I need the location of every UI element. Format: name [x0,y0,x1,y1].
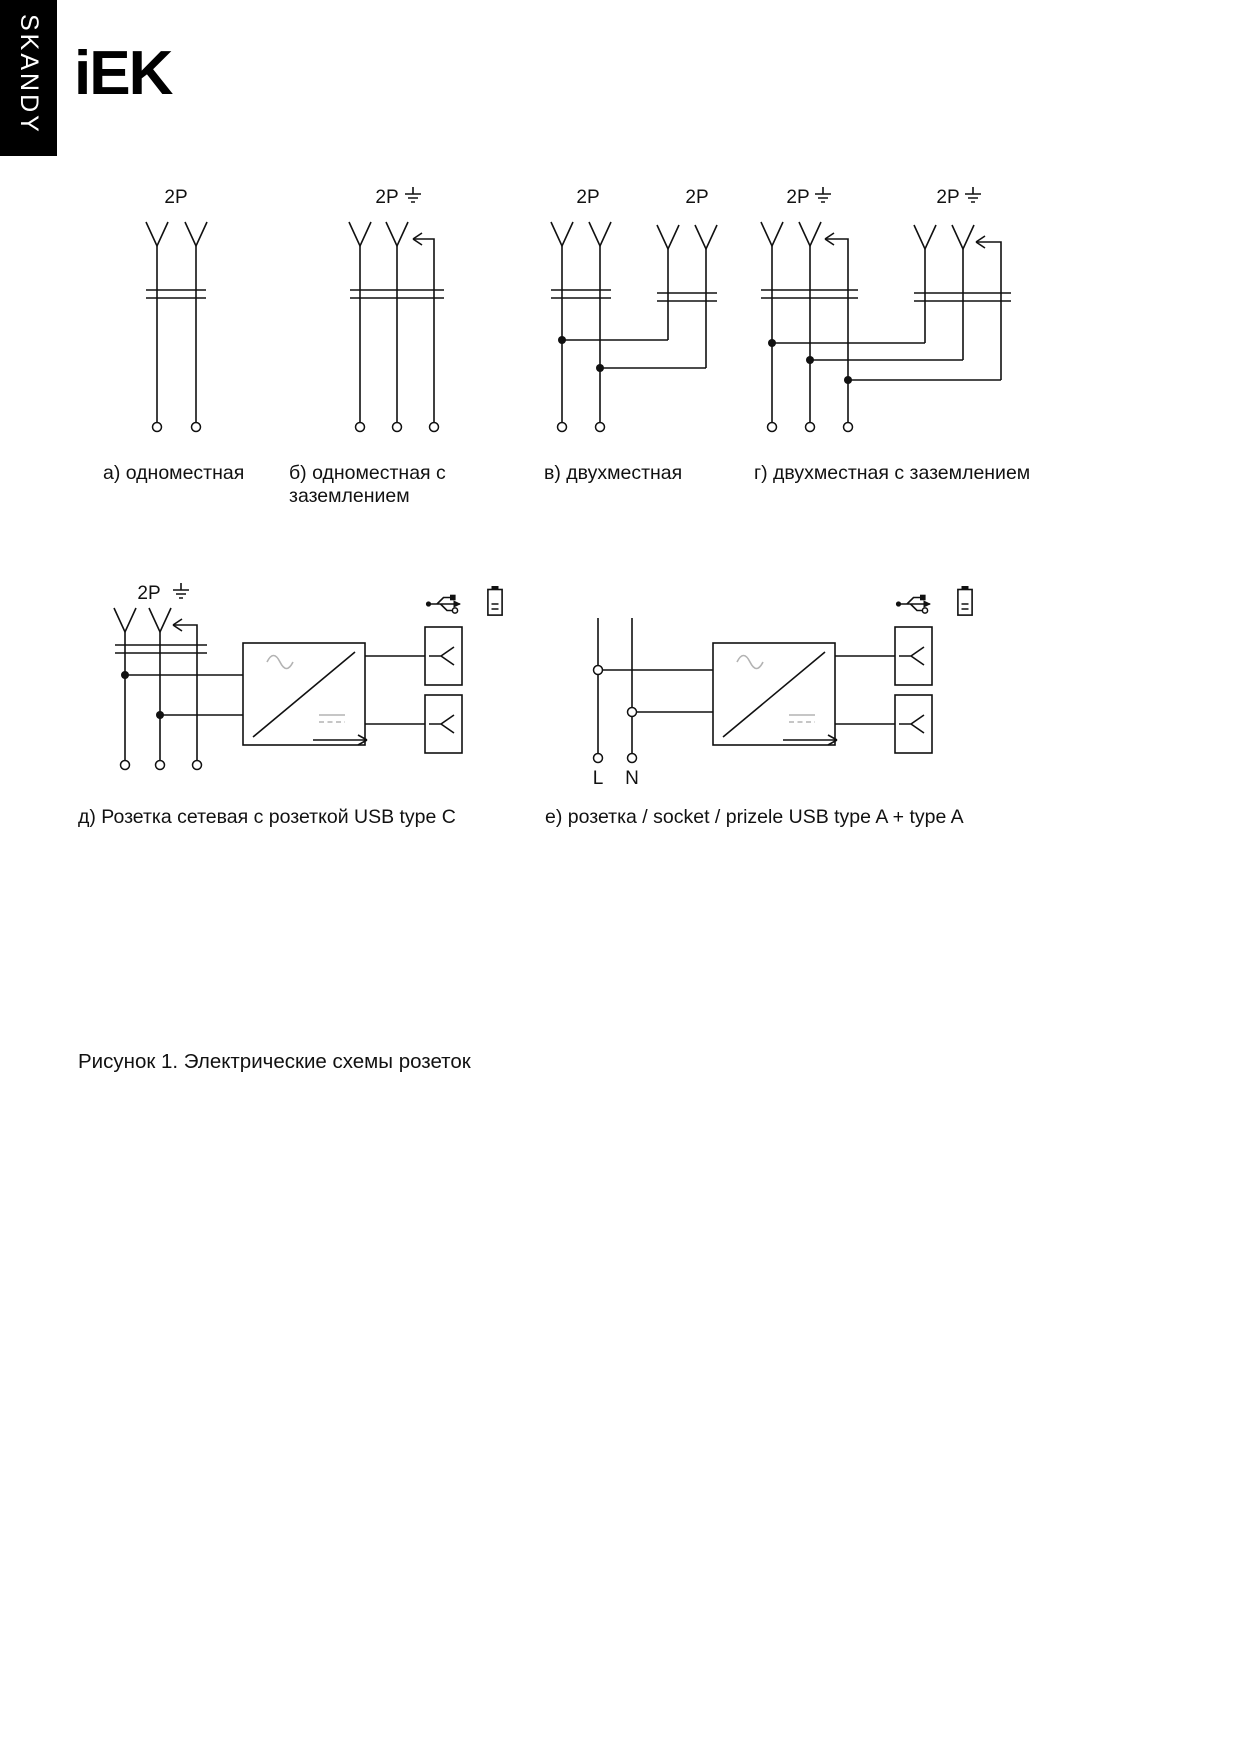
terminal-icon [121,761,130,770]
usb-outlet-box [895,695,932,753]
pole-wires [668,249,706,368]
contact-fork-icon [799,222,821,246]
earth-wire [413,239,434,423]
junction-dot-icon [768,339,776,347]
terminal-icon [153,423,162,432]
pole-wires [925,249,963,360]
diagram-e-label: е) розетка / socket / prizele USB type A + type A [545,806,964,828]
contact-fork-icon [952,225,974,249]
terminal-icon [192,423,201,432]
pole-label: 2P [137,583,161,604]
socket-body-lines [115,645,207,653]
pole-label: 2P [164,187,188,208]
tap-terminal-icon [594,666,603,675]
battery-icon [488,586,502,615]
diagram-a-schematic [118,182,258,442]
terminal-icon [356,423,365,432]
terminal-icon [596,423,605,432]
earth-ground-icon [405,187,421,202]
diagram-b-schematic [330,182,495,442]
contact-fork-icon [149,608,171,632]
usb-outlet-box [425,627,462,685]
contact-fork-icon [551,222,573,246]
pole-label: 2P [685,187,709,208]
terminal-icon [806,423,815,432]
neutral-label: N [625,768,639,789]
pole-wires [562,246,600,423]
pole-label: 2P [375,187,399,208]
usb-outlet-box [895,627,932,685]
diagram-v-schematic [540,182,740,442]
terminal-icon [193,761,202,770]
spine-bar [0,0,57,156]
junction-dot-icon [596,364,604,372]
junction-dot-icon [156,711,164,719]
diagram-g-schematic [755,182,1040,442]
contact-fork-icon [386,222,408,246]
terminal-icon [430,423,439,432]
feed-wires [598,670,713,712]
terminal-icon [393,423,402,432]
contact-fork-icon [349,222,371,246]
socket-body-lines [551,290,611,298]
pole-wires [360,246,397,423]
junction-dot-icon [844,376,852,384]
diagram-d-schematic [85,572,525,802]
line-label: L [592,768,604,789]
ac-dc-converter-box [243,643,367,745]
contact-fork-icon [657,225,679,249]
pole-label: 2P [576,187,600,208]
diagram-e-schematic [545,572,985,802]
contact-fork-icon [761,222,783,246]
socket-body-lines [657,293,717,301]
diagram-a-label: а) одноместная [103,462,245,484]
diagram-b-label: б) одноместная с заземлением [289,462,446,507]
figure-caption: Рисунок 1. Электрические схемы розеток [78,1050,471,1073]
contact-fork-icon [146,222,168,246]
junction-dot-icon [558,336,566,344]
socket-body-lines [146,290,206,298]
tap-terminal-icon [628,708,637,717]
terminal-icon [628,754,637,763]
diagram-d-label: д) Розетка сетевая с розеткой USB type C [78,806,456,828]
diagram-v-label: в) двухместная [544,462,683,484]
supply-wires [598,618,632,753]
feed-wires [125,675,243,715]
output-wires [835,656,895,724]
series-name: SKANDY [15,14,43,135]
usb-trident-icon [426,595,461,613]
diagram-g-label: г) двухместная с заземлением [754,462,1031,484]
earth-ground-icon [173,583,189,598]
usb-outlet-box [425,695,462,753]
earth-ground-icon [815,187,831,202]
contact-fork-icon [185,222,207,246]
earth-wire [976,242,1001,380]
junction-dot-icon [806,356,814,364]
earth-ground-icon [965,187,981,202]
terminal-icon [558,423,567,432]
contact-fork-icon [695,225,717,249]
earth-wire [825,239,848,423]
ac-dc-converter-box [713,643,837,745]
terminal-icon [768,423,777,432]
output-wires [365,656,425,724]
battery-icon [958,586,972,615]
pole-label: 2P [936,187,960,208]
link-wires [562,340,706,368]
terminal-icon [594,754,603,763]
contact-fork-icon [914,225,936,249]
junction-dot-icon [121,671,129,679]
terminal-icon [844,423,853,432]
terminal-icon [156,761,165,770]
pole-label: 2P [786,187,810,208]
pole-wires [125,632,160,761]
usb-trident-icon [896,595,931,613]
brand-logo: iEK [74,39,172,108]
contact-fork-icon [589,222,611,246]
pole-wires [772,246,810,423]
contact-fork-icon [114,608,136,632]
pole-wires [157,246,196,423]
